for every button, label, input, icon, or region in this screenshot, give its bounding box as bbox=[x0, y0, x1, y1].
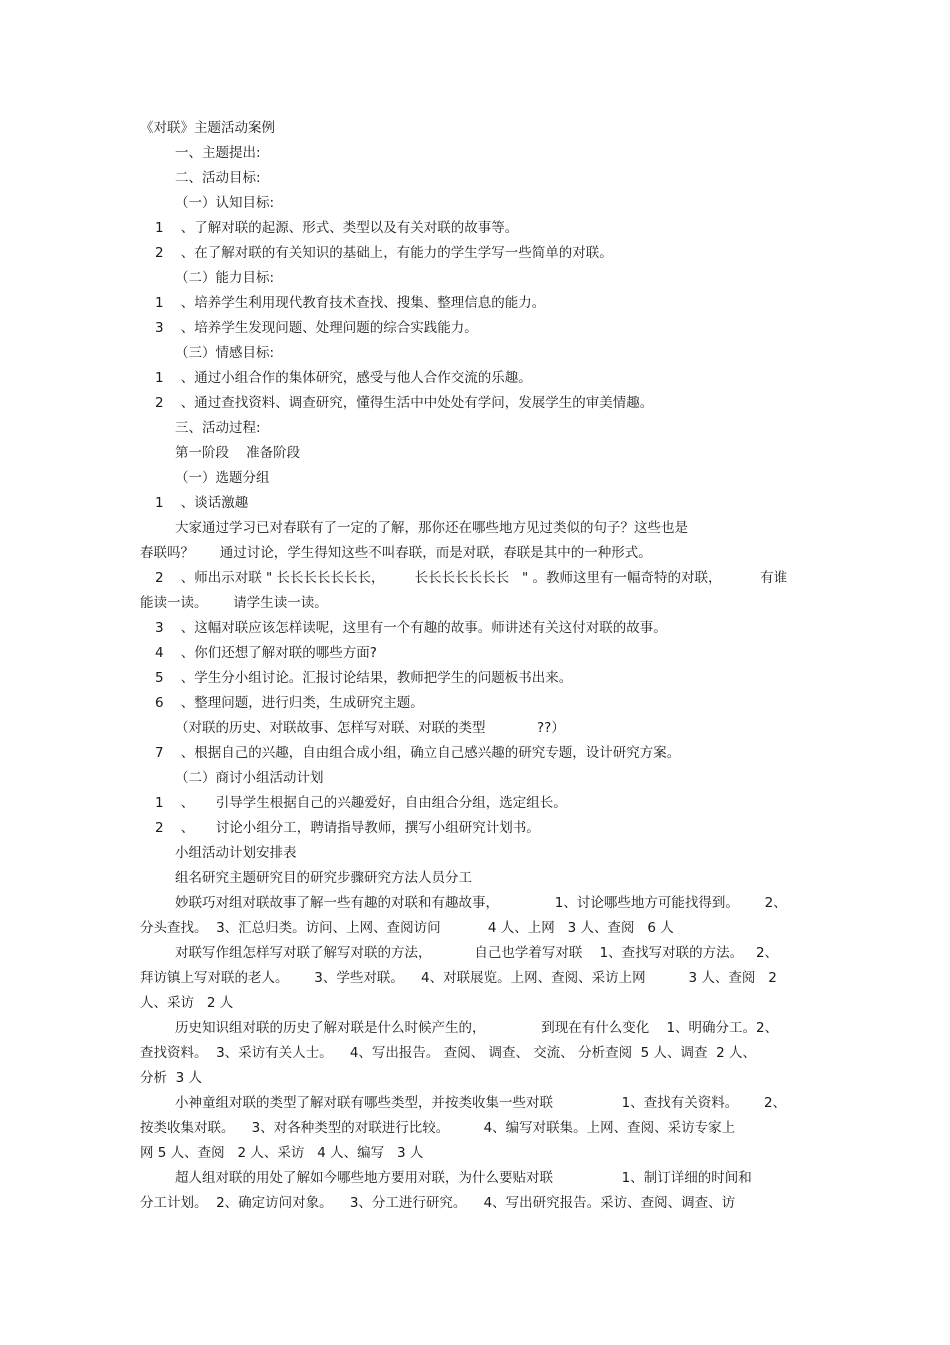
text-line: （二）商讨小组活动计划 bbox=[175, 770, 324, 786]
text-line: 6 、整理问题，进行归类，生成研究主题。 bbox=[155, 695, 424, 711]
page-title: 《对联》主题活动案例 bbox=[140, 120, 275, 136]
text-line: 网 5 人、查阅 2 人、采访 4 人、编写 3 人 bbox=[140, 1145, 424, 1161]
text-line: 查找资料。 3、采访有关人士。 4、写出报告。 查阅、 调查、 交流、 分析查阅 5 人、调查 2 人、 bbox=[140, 1045, 757, 1061]
text-line: 2 、师出示对联 " 长长长长长长长， 长长长长长长长 " 。教师这里有一幅奇特的对联， 有谁 bbox=[155, 570, 788, 586]
text-line: 1 、谈话激趣 bbox=[155, 495, 249, 511]
text-line: 1 、了解对联的起源、形式、类型以及有关对联的故事等。 bbox=[155, 220, 519, 236]
text-line: 2 、在了解对联的有关知识的基础上，有能力的学生学写一些简单的对联。 bbox=[155, 245, 613, 261]
text-line: 大家通过学习已对春联有了一定的了解，那你还在哪些地方见过类似的句子？这些也是 bbox=[175, 520, 688, 536]
text-line: 1 、通过小组合作的集体研究，感受与他人合作交流的乐趣。 bbox=[155, 370, 532, 386]
text-line: 一、主题提出: bbox=[175, 145, 261, 161]
text-line: 组名研究主题研究目的研究步骤研究方法人员分工 bbox=[175, 870, 472, 886]
text-line: （二）能力目标: bbox=[175, 270, 275, 286]
text-line: 二、活动目标: bbox=[175, 170, 261, 186]
text-line: 2 、通过查找资料、调查研究，懂得生活中中处处有学问，发展学生的审美情趣。 bbox=[155, 395, 654, 411]
text-line: 1 、 引导学生根据自己的兴趣爱好，自由组合分组，选定组长。 bbox=[155, 795, 567, 811]
text-line: 历史知识组对联的历史了解对联是什么时候产生的， 到现在有什么变化 1、明确分工。2、 bbox=[175, 1020, 779, 1036]
text-line: 春联吗？ 通过讨论，学生得知这些不叫春联，而是对联，春联是其中的一种形式。 bbox=[140, 545, 652, 561]
text-line: 人、采访 2 人 bbox=[140, 995, 234, 1011]
text-line: 分析 3 人 bbox=[140, 1070, 202, 1086]
text-line: 按类收集对联。 3、对各种类型的对联进行比较。 4、编写对联集。上网、查阅、采访专家上 bbox=[140, 1120, 736, 1136]
text-line: 能读一读。 请学生读一读。 bbox=[140, 595, 328, 611]
text-line: 第一阶段 准备阶段 bbox=[175, 445, 301, 461]
text-line: 超人组对联的用处了解如今哪些地方要用对联，为什么要贴对联 1、制订详细的时间和 bbox=[175, 1170, 752, 1186]
text-line: （一）选题分组 bbox=[175, 470, 270, 486]
text-line: （一）认知目标: bbox=[175, 195, 275, 211]
text-line: 2 、 讨论小组分工，聘请指导教师，撰写小组研究计划书。 bbox=[155, 820, 540, 836]
text-line: 三、活动过程: bbox=[175, 420, 261, 436]
text-line: 分头查找。 3、汇总归类。访问、上网、查阅访问 4 人、上网 3 人、查阅 6 人 bbox=[140, 920, 674, 936]
text-line: 拜访镇上写对联的老人。 3、学些对联。 4、对联展览。上网、查阅、采访上网 3 人、查阅 2 bbox=[140, 970, 777, 986]
text-line: （对联的历史、对联故事、怎样写对联、对联的类型 ??） bbox=[175, 720, 565, 736]
text-line: 妙联巧对组对联故事了解一些有趣的对联和有趣故事， 1、讨论哪些地方可能找得到。 2、 bbox=[175, 895, 787, 911]
text-line: 1 、培养学生利用现代教育技术查找、搜集、整理信息的能力。 bbox=[155, 295, 546, 311]
text-line: 3 、培养学生发现问题、处理问题的综合实践能力。 bbox=[155, 320, 478, 336]
text-line: （三）情感目标: bbox=[175, 345, 275, 361]
text-line: 分工计划。 2、确定访问对象。 3、分工进行研究。 4、写出研究报告。采访、查阅、调查、访 bbox=[140, 1195, 736, 1211]
text-line: 4 、你们还想了解对联的哪些方面? bbox=[155, 645, 377, 661]
text-line: 小神童组对联的类型了解对联有哪些类型，并按类收集一些对联 1、查找有关资料。 2、 bbox=[175, 1095, 787, 1111]
text-line: 3 、这幅对联应该怎样读呢，这里有一个有趣的故事。师讲述有关这付对联的故事。 bbox=[155, 620, 667, 636]
text-line: 对联写作组怎样写对联了解写对联的方法， 自己也学着写对联 1、查找写对联的方法。 2、 bbox=[175, 945, 779, 961]
text-line: 7 、根据自己的兴趣，自由组合成小组，确立自己感兴趣的研究专题，设计研究方案。 bbox=[155, 745, 681, 761]
text-line: 小组活动计划安排表 bbox=[175, 845, 297, 861]
text-line: 5 、学生分小组讨论。汇报讨论结果，教师把学生的问题板书出来。 bbox=[155, 670, 573, 686]
